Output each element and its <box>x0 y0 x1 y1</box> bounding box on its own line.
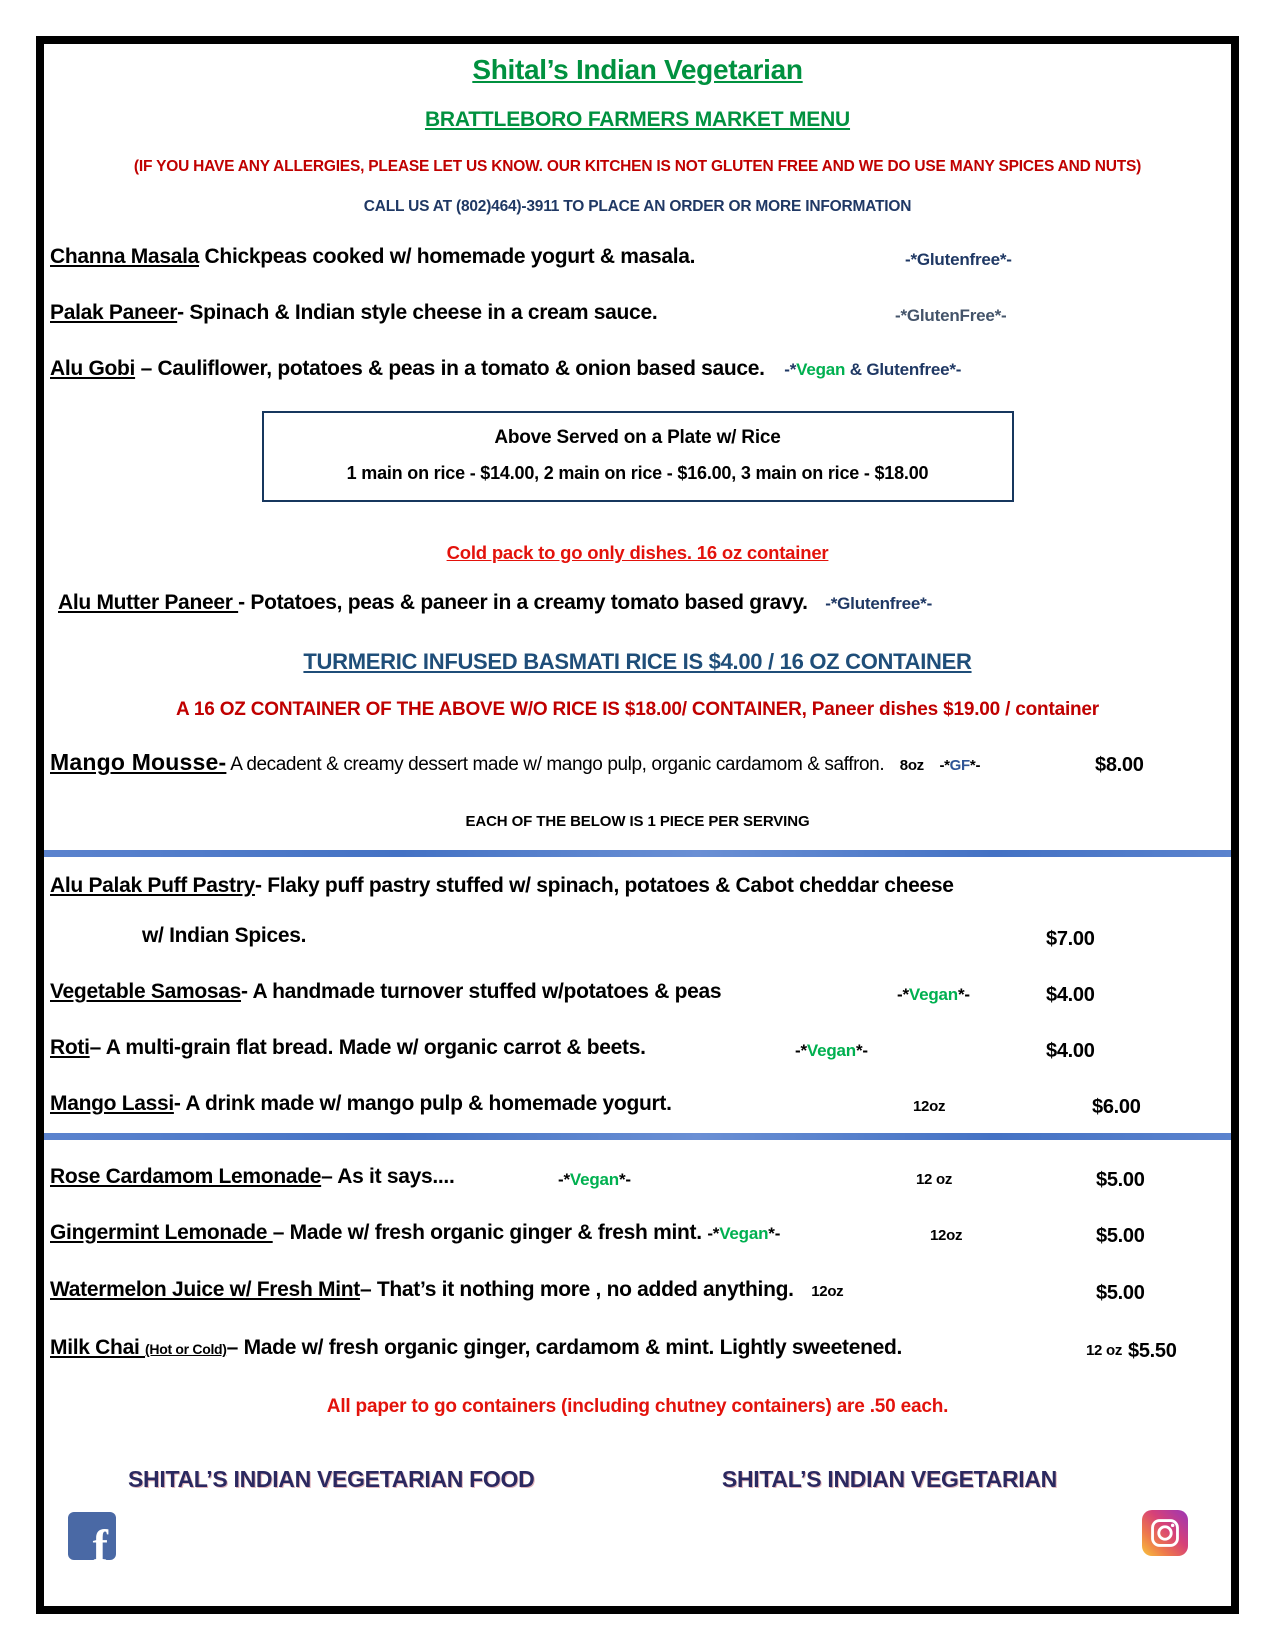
item-name: Gingermint Lemonade <box>50 1221 273 1244</box>
menu-item-rose-cardamom-lemonade: Rose Cardamom Lemonade– As it says.... -*Vegan*- 12 oz $5.00 <box>50 1162 1225 1192</box>
page-title: Shital’s Indian Vegetarian <box>472 54 803 85</box>
menu-item-mango-lassi: Mango Lassi- A drink made w/ mango pulp & homemade yogurt. 12oz $6.00 <box>50 1089 1225 1119</box>
menu-item-watermelon-juice: Watermelon Juice w/ Fresh Mint– That’s it nothing more , no added anything. 12oz $5.00 <box>50 1275 1225 1307</box>
menu-item-gingermint-lemonade: Gingermint Lemonade – Made w/ fresh organic ginger & fresh mint. -*Vegan*- 12oz $5.00 <box>50 1218 1225 1249</box>
rice-plate-price-box <box>262 411 1014 502</box>
item-name: Watermelon Juice w/ Fresh Mint <box>50 1278 360 1301</box>
item-description: As it says.... <box>337 1165 455 1188</box>
menu-item-palak-paneer: Palak Paneer- Spinach & Indian style cheese in a cream sauce. -*GlutenFree*- <box>50 298 1225 328</box>
section-divider <box>44 850 1231 857</box>
diet-tag: -*GF*- <box>939 757 981 774</box>
container-price-line: A 16 OZ CONTAINER OF THE ABOVE W/O RICE IS $18.00/ CONTAINER, Paneer dishes $19.00 / container <box>176 699 1099 720</box>
per-serving-note: EACH OF THE BELOW IS 1 PIECE PER SERVING <box>465 813 810 830</box>
rice-box-prices: 1 main on rice - $14.00, 2 main on rice - $16.00, 3 main on rice - $18.00 <box>346 463 929 483</box>
item-description: That’s it nothing more , no added anything. <box>376 1278 794 1301</box>
menu-item-vegetable-samosas: Vegetable Samosas- A handmade turnover stuffed w/potatoes & peas -*Vegan*- $4.00 <box>50 977 1225 1007</box>
item-price: $4.00 <box>1046 984 1095 1006</box>
facebook-icon[interactable]: f <box>68 1512 116 1560</box>
item-name: Alu Palak Puff Pastry <box>50 874 255 897</box>
cold-pack-heading: Cold pack to go only dishes. 16 oz container <box>446 542 829 563</box>
menu-item-alu-palak-puff-pastry: Alu Palak Puff Pastry- Flaky puff pastry stuffed w/ spinach, potatoes & Cabot cheddar cheese <box>50 874 954 897</box>
turmeric-rice-line: TURMERIC INFUSED BASMATI RICE IS $4.00 / 16 OZ CONTAINER <box>303 649 972 674</box>
serving-size: 12oz <box>811 1283 844 1300</box>
mains-section <box>50 242 1225 385</box>
menu-content <box>44 54 1231 1616</box>
item-name: Alu Gobi <box>50 357 136 380</box>
serving-size: 12 oz <box>1086 1342 1123 1359</box>
item-description: Made w/ fresh organic ginger & fresh mint. <box>289 1221 708 1244</box>
menu-item-channa-masala <box>50 242 1225 272</box>
drinks-section <box>50 1162 1225 1364</box>
item-name: Alu Mutter Paneer <box>58 591 239 614</box>
instagram-icon[interactable] <box>1142 1510 1188 1556</box>
phone-order-line: CALL US AT (802)464)-3911 TO PLACE AN ORDER OR MORE INFORMATION <box>363 198 912 215</box>
item-price: $5.00 <box>1096 1282 1145 1304</box>
menu-item-alu-palak-puff-pastry-line2 <box>50 921 1225 951</box>
item-price: $6.00 <box>1092 1096 1141 1118</box>
diet-tag: -*Glutenfree*- <box>905 250 1012 269</box>
item-description: Cauliflower, potatoes & peas in a tomato & onion based sauce. <box>157 357 765 380</box>
item-name-note: (Hot or Cold) <box>145 1341 227 1357</box>
diet-tag: -*Glutenfree*- <box>825 594 933 613</box>
item-price: $5.50 <box>1128 1340 1177 1362</box>
item-name: Roti <box>50 1036 90 1059</box>
page-border-frame <box>36 36 1239 1614</box>
allergy-notice: (IF YOU HAVE ANY ALLERGIES, PLEASE LET US KNOW. OUR KITCHEN IS NOT GLUTEN FREE AND WE DO USE MANY SPICES AND NUTS) <box>133 158 1142 175</box>
item-description: A decadent & creamy dessert made w/ mango pulp, organic cardamom & saffron. <box>226 754 885 775</box>
facebook-brand-label: SHITAL’S INDIAN VEGETARIAN FOOD <box>128 1466 535 1492</box>
serving-size: 12 oz <box>916 1171 953 1188</box>
item-name: Mango Lassi <box>50 1092 174 1115</box>
item-price: $8.00 <box>1095 754 1144 776</box>
diet-tag: -*GlutenFree*- <box>895 306 1007 325</box>
serving-size: 8oz <box>899 757 924 774</box>
item-description: Flaky puff pastry stuffed w/ spinach, potatoes & Cabot cheddar cheese <box>267 874 954 897</box>
item-price: $7.00 <box>1046 928 1095 950</box>
serving-size: 12oz <box>930 1227 963 1244</box>
menu-item-mango-mousse <box>50 747 1225 781</box>
item-description: A handmade turnover stuffed w/potatoes & peas <box>252 980 722 1003</box>
to-go-container-note: All paper to go containers (including chutney containers) are .50 each. <box>326 1396 949 1417</box>
item-name: Rose Cardamom Lemonade <box>50 1165 322 1188</box>
item-description: Spinach & Indian style cheese in a cream sauce. <box>189 301 658 324</box>
instagram-brand-label: SHITAL’S INDIAN VEGETARIAN <box>721 1466 1057 1492</box>
item-description: Chickpeas cooked w/ homemade yogurt & masala. <box>204 245 696 268</box>
item-price: $4.00 <box>1046 1040 1095 1062</box>
item-price: $5.00 <box>1096 1225 1145 1247</box>
menu-item-milk-chai: Milk Chai (Hot or Cold)– Made w/ fresh organic ginger, cardamom & mint. Lightly sweetened. 12 oz $5.50 <box>50 1333 1225 1364</box>
pieces-section <box>50 871 1225 1119</box>
diet-tag: -*Vegan & Glutenfree*- <box>784 360 962 379</box>
menu-item-alu-gobi: Alu Gobi – Cauliflower, potatoes & peas in a tomato & onion based sauce. -*Vegan & Glutenfree*- <box>50 357 962 380</box>
diet-tag: -*Vegan*- <box>558 1170 631 1189</box>
item-name: Milk Chai <box>50 1336 146 1359</box>
item-description: Potatoes, peas & paneer in a creamy tomato based gravy. <box>250 591 808 614</box>
rice-box-heading: Above Served on a Plate w/ Rice <box>494 427 781 448</box>
diet-tag: -*Vegan*- <box>897 985 970 1004</box>
menu-item-roti: Roti– A multi-grain flat bread. Made w/ organic carrot & beets. -*Vegan*- $4.00 <box>50 1033 1225 1063</box>
item-price: $5.00 <box>1096 1169 1145 1191</box>
page-subtitle: BRATTLEBORO FARMERS MARKET MENU <box>424 108 851 131</box>
section-divider <box>44 1133 1231 1140</box>
diet-tag: -*Vegan*- <box>707 1224 781 1243</box>
menu-item-alu-mutter-paneer: Alu Mutter Paneer - Potatoes, peas & paneer in a creamy tomato based gravy. -*Glutenfree*- <box>58 591 933 614</box>
item-description: w/ Indian Spices. <box>142 924 307 947</box>
item-description: A drink made w/ mango pulp & homemade yogurt. <box>185 1092 672 1115</box>
item-name: Palak Paneer <box>50 301 178 324</box>
item-name: Channa Masala <box>50 245 199 268</box>
item-description: A multi-grain flat bread. Made w/ organic carrot & beets. <box>105 1036 646 1059</box>
social-brand-row <box>50 1466 1225 1493</box>
item-description: Made w/ fresh organic ginger, cardamom & mint. Lightly sweetened. <box>243 1336 903 1359</box>
serving-size: 12oz <box>913 1098 946 1115</box>
item-name: Mango Mousse- <box>50 749 227 775</box>
diet-tag: -*Vegan*- <box>795 1041 868 1060</box>
instagram-glyph <box>1148 1516 1182 1550</box>
item-name: Vegetable Samosas <box>50 980 242 1003</box>
